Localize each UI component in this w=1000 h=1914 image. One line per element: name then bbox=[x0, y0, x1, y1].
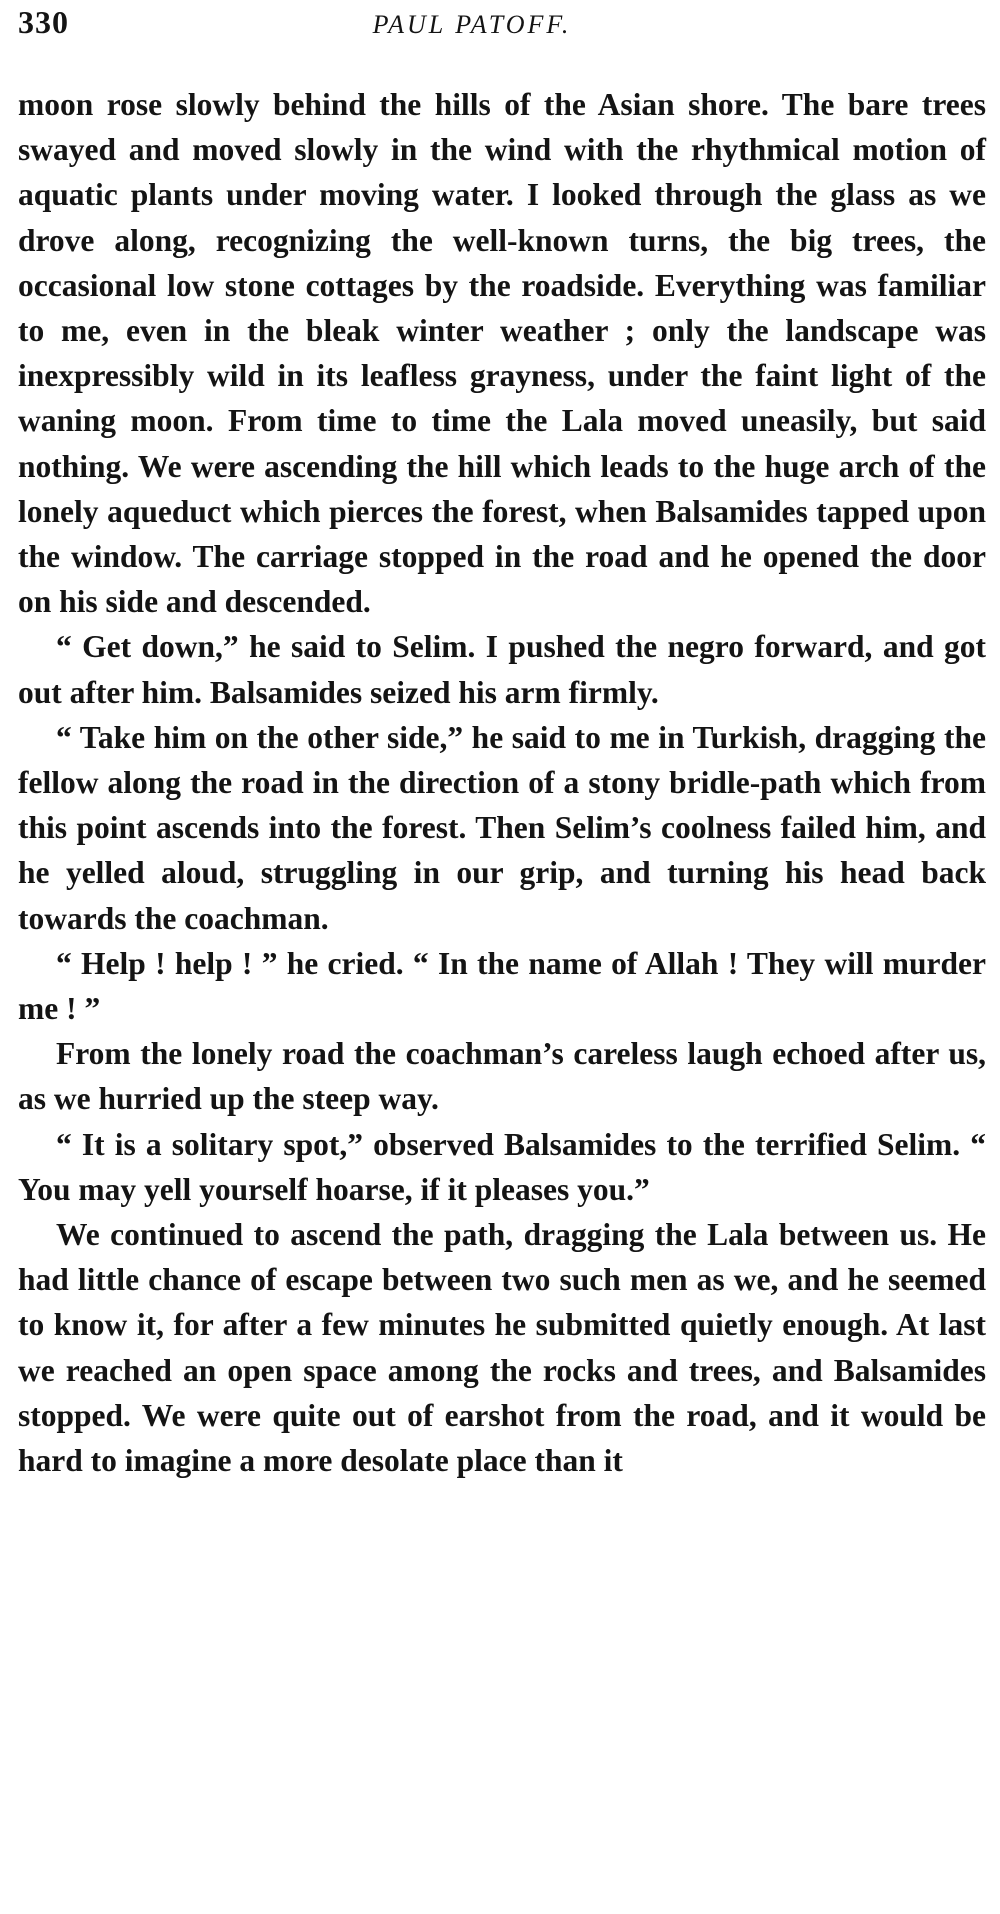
paragraph: “ Help ! help ! ” he cried. “ In the name of Allah ! They will murder me ! ” bbox=[18, 945, 986, 1027]
page-header bbox=[18, 0, 986, 60]
paragraph: “ Get down,” he said to Selim. I pushed the negro forward, and got out after him. Balsamides seized his arm firmly. bbox=[18, 629, 986, 710]
paragraph: “ Take him on the other side,” he said to me in Turkish, dragging the fellow along the road in the direction of a stony bridle-path which from this point ascends into the forest. Then Selim’s coolness failed him, and he yelled aloud, struggling in our grip, and turning his head back towards the coachman. bbox=[18, 719, 986, 936]
paragraph: From the lonely road the coachman’s careless laugh echoed after us, as we hurried up the steep way. bbox=[18, 1036, 986, 1117]
running-title: PAUL PATOFF. bbox=[372, 10, 572, 39]
paragraph: We continued to ascend the path, dragging the Lala between us. He had little chance of escape between two such men as we, and he seemed to know it, for after a few minutes he submitted quietly enough. At last we reached an open space among the rocks and trees, and Balsamides stopped. We were quite out of earshot from the road, and it would be hard to imagine a more desolate place than it bbox=[18, 1217, 986, 1479]
body-text bbox=[18, 82, 986, 1483]
page-number: 330 bbox=[18, 4, 69, 40]
paragraph: “ It is a solitary spot,” observed Balsamides to the terrified Selim. “ You may yell yourself hoarse, if it pleases you.” bbox=[18, 1126, 986, 1207]
paragraph: moon rose slowly behind the hills of the Asian shore. The bare trees swayed and moved slowly in the wind with the rhythmical motion of aquatic plants under moving water. I looked through the glass as we drove along, recognizing the well-known turns, the big trees, the occasional low stone cottages by the roadside. Everything was familiar to me, even in the bleak winter weather ; only the landscape was inexpressibly wild in its leafless grayness, under the faint light of the waning moon. From time to time the Lala moved uneasily, but said nothing. We were ascending the hill which leads to the huge arch of the lonely aqueduct which pierces the forest, when Balsamides tapped upon the window. The carriage stopped in the road and he opened the door on his side and descended. bbox=[18, 87, 986, 620]
book-page bbox=[18, 0, 986, 1479]
